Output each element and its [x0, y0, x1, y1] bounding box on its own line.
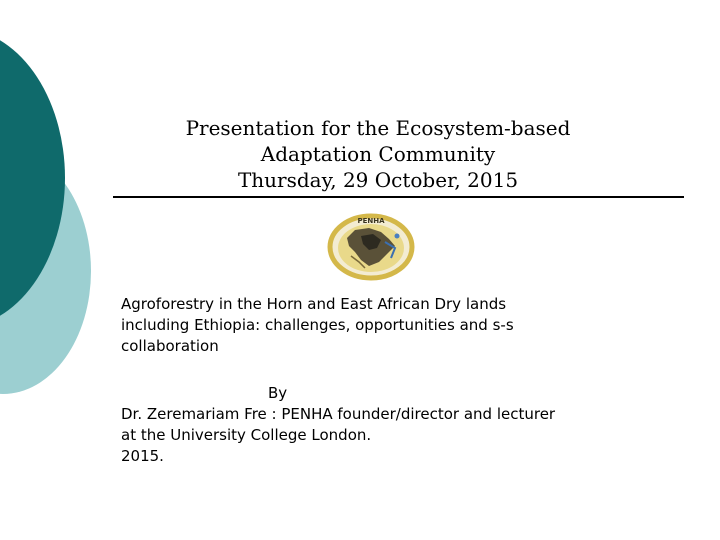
- author-year: 2015.: [121, 447, 164, 465]
- title-line-1: Presentation for the Ecosystem-based: [185, 116, 571, 140]
- by-label: By: [268, 384, 288, 402]
- title-line-2: Adaptation Community: [260, 142, 496, 166]
- slide-title: [118, 115, 638, 193]
- subtitle-line-2: including Ethiopia: challenges, opportunities and s-s: [121, 316, 514, 334]
- penha-logo-icon: [325, 212, 417, 282]
- presentation-subtitle: [121, 294, 641, 357]
- logo-text: PENHA: [357, 217, 385, 225]
- title-divider: [113, 196, 684, 198]
- subtitle-line-1: Agroforestry in the Horn and East African Dry lands: [121, 295, 507, 313]
- author-line-1: Dr. Zeremariam Fre : PENHA founder/director and lecturer: [121, 405, 556, 423]
- author-line-2: at the University College London.: [121, 426, 372, 444]
- subtitle-line-3: collaboration: [121, 337, 219, 355]
- author-info: [121, 404, 711, 467]
- title-date: Thursday, 29 October, 2015: [237, 168, 519, 192]
